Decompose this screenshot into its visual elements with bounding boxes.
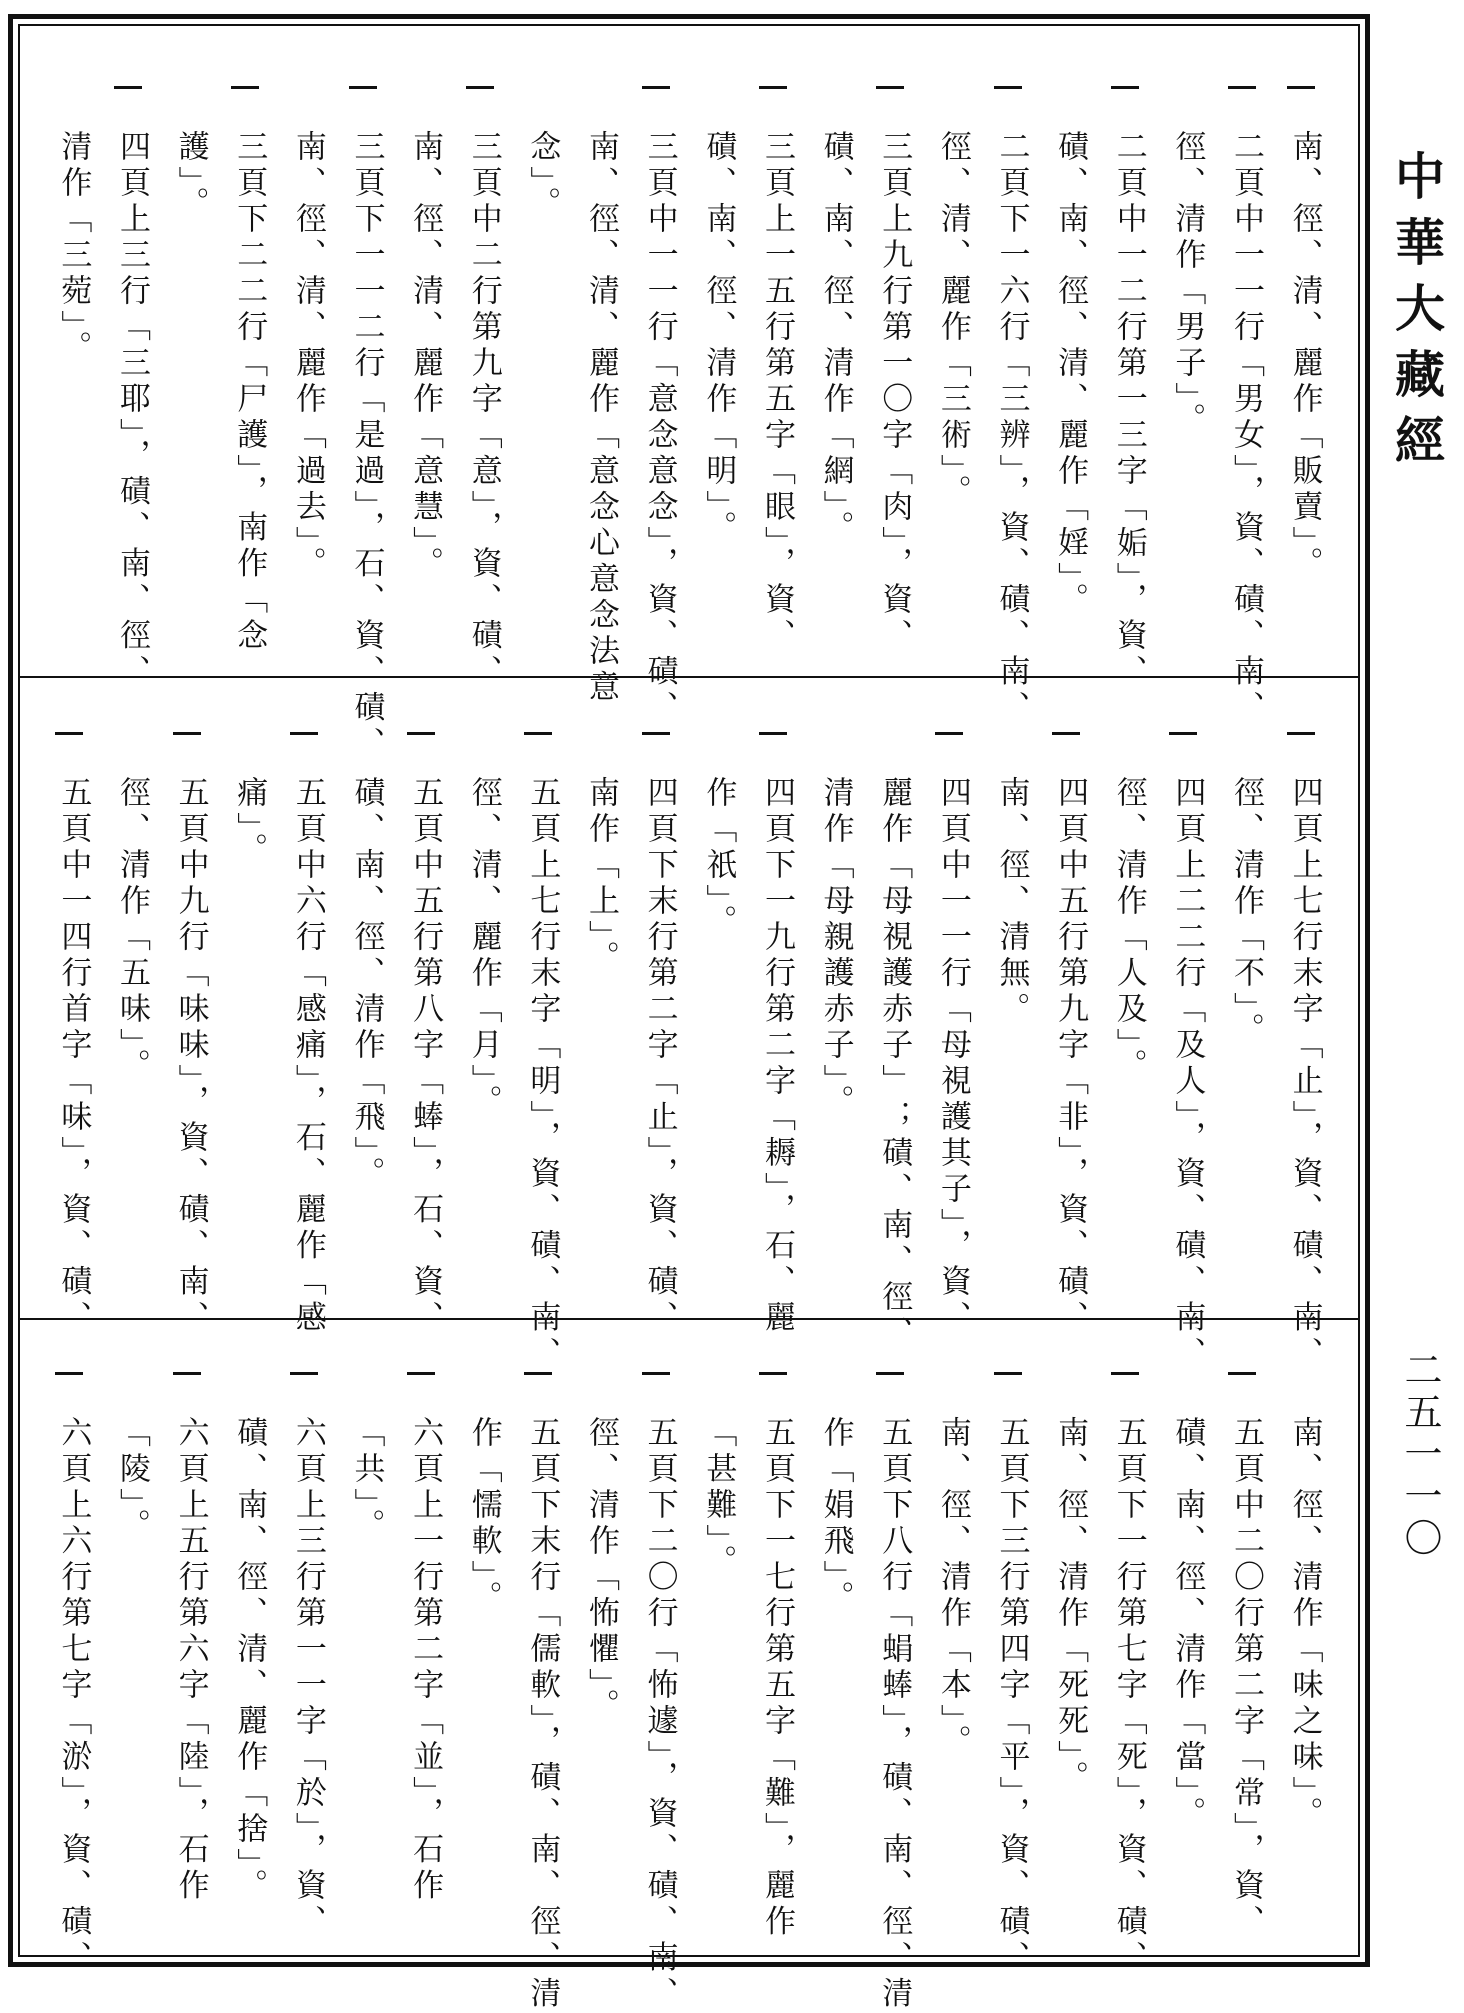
text-column	[403, 52, 447, 692]
column-text: 護」。	[172, 130, 209, 223]
sutra-title: 中華大藏經	[1387, 150, 1446, 480]
column-text: 痛」。	[231, 776, 268, 869]
text-column	[1107, 698, 1151, 1338]
column-text: 五頁下一七行第五字「難」，麗作	[758, 1416, 795, 1941]
text-column	[110, 698, 154, 1338]
entry-marker	[642, 86, 670, 89]
column-text: 五頁下八行「蜎蜯」，磧、南、徑、清	[876, 1416, 913, 2013]
column-text: 徑、清、麗作「月」。	[465, 776, 502, 1121]
entry-marker	[466, 86, 494, 89]
column-text: 二頁中一一行「男女」，資、磧、南、	[1228, 130, 1265, 727]
text-column	[462, 698, 506, 1338]
column-text: 四頁中五行第九字「非」，資、磧、	[1052, 776, 1089, 1337]
column-text: 四頁下一九行第二字「耨」，石、麗	[758, 776, 795, 1337]
entry-marker	[876, 86, 904, 89]
text-column	[755, 52, 799, 692]
text-column	[403, 698, 447, 1338]
entry-marker	[173, 732, 201, 735]
column-text: 六頁上五行第六字「陸」，石作	[172, 1416, 209, 1905]
text-column	[462, 1338, 506, 1978]
column-text: 作「娟飛」。	[817, 1416, 854, 1617]
text-column	[990, 1338, 1034, 1978]
column-text: 徑、清、麗作「三術」。	[934, 130, 971, 511]
column-text: 磧、南、徑、清作「飛」。	[348, 776, 385, 1193]
page-number: 二五一一〇	[1398, 1350, 1442, 1560]
text-column	[110, 1338, 154, 1978]
entry-marker	[935, 732, 963, 735]
entry-marker	[1228, 86, 1256, 89]
text-column	[51, 52, 95, 692]
column-text: 徑、清作「人及」。	[1110, 776, 1147, 1085]
text-band-2	[44, 698, 1334, 1373]
text-column	[814, 698, 858, 1338]
text-column	[814, 1338, 858, 1978]
column-text: 六頁上一行第二字「並」，石作	[407, 1416, 444, 1905]
column-text: 「甚難」。	[700, 1416, 737, 1581]
column-text: 三頁下一一二行「是過」，石、資、磧、	[348, 130, 385, 763]
column-text: 南、徑、清無。	[993, 776, 1030, 1028]
column-text: 作「祇」。	[700, 776, 737, 941]
column-text: 南、徑、清、麗作「過去」。	[289, 130, 326, 583]
column-text: 「陵」。	[113, 1416, 150, 1545]
column-text: 作「懦軟」。	[465, 1416, 502, 1617]
entry-marker	[524, 732, 552, 735]
entry-marker	[173, 1372, 201, 1375]
column-text: 六頁上六行第七字「淤」，資、磧、	[55, 1416, 92, 1977]
entry-marker	[642, 1372, 670, 1375]
column-text: 南、徑、清、麗作「販賣」。	[1286, 130, 1323, 583]
text-column	[638, 1338, 682, 2013]
column-text: 六頁上三行第一一字「於」，資、	[289, 1416, 326, 1941]
text-column	[1165, 698, 1209, 1373]
column-text: 二頁下一六行「三辨」，資、磧、南、	[993, 130, 1030, 727]
column-text: 磧、南、徑、清作「明」。	[700, 130, 737, 547]
entry-marker	[55, 732, 83, 735]
entry-marker	[759, 1372, 787, 1375]
text-column	[696, 698, 740, 1338]
text-column	[638, 52, 682, 727]
column-text: 磧、南、徑、清、麗作「婬」。	[1052, 130, 1089, 619]
text-column	[51, 1338, 95, 1978]
column-text: 四頁上七行末字「止」，資、磧、南、	[1286, 776, 1323, 1373]
text-column	[169, 1338, 213, 1978]
column-text: 念」。	[524, 130, 561, 223]
text-column	[990, 52, 1034, 727]
text-column	[51, 698, 95, 1338]
column-text: 三頁上九行第一〇字「肉」，資、	[876, 130, 913, 655]
column-text: 南、徑、清作「死死」。	[1052, 1416, 1089, 1797]
entry-marker	[290, 1372, 318, 1375]
entry-marker	[407, 1372, 435, 1375]
text-column	[520, 1338, 564, 2013]
text-column	[872, 698, 916, 1352]
column-text: 徑、清作「怖懼」。	[583, 1416, 620, 1725]
text-column	[696, 52, 740, 692]
text-column	[1165, 52, 1209, 692]
entry-marker	[1169, 732, 1197, 735]
entry-marker	[759, 86, 787, 89]
column-text: 五頁下一行第七字「死」，資、磧、	[1110, 1416, 1147, 1977]
text-column	[1283, 698, 1327, 1373]
column-text: 南、徑、清作「本」。	[934, 1416, 971, 1761]
column-text: 三頁中一一行「意念意念」，資、磧、	[641, 130, 678, 727]
entry-marker	[1052, 732, 1080, 735]
text-column	[110, 52, 154, 692]
column-text: 三頁下二二行「尸護」，南作「念	[231, 130, 268, 655]
text-column	[169, 52, 213, 692]
text-column	[520, 698, 564, 1373]
text-column	[872, 1338, 916, 2013]
text-column	[931, 52, 975, 692]
column-text: 五頁中一四行首字「味」，資、磧、	[55, 776, 92, 1337]
entry-marker	[1111, 86, 1139, 89]
text-column	[403, 1338, 447, 1978]
text-column	[345, 698, 389, 1338]
column-text: 四頁上三行「三耶」，磧、南、徑、	[113, 130, 150, 691]
column-text: 「共」。	[348, 1416, 385, 1545]
entry-marker	[524, 1372, 552, 1375]
entry-marker	[759, 732, 787, 735]
entry-marker	[231, 86, 259, 89]
column-text: 二頁中一二行第一三字「姤」，資、	[1110, 130, 1147, 691]
column-text: 南、徑、清、麗作「意慧」。	[407, 130, 444, 583]
text-column	[1107, 1338, 1151, 1978]
entry-marker	[114, 86, 142, 89]
text-column	[638, 698, 682, 1338]
text-column	[931, 698, 975, 1338]
column-text: 磧、南、徑、清、麗作「捨」。	[231, 1416, 268, 1905]
column-text: 磧、南、徑、清作「當」。	[1169, 1416, 1206, 1833]
text-column	[1048, 52, 1092, 692]
text-column	[1048, 698, 1092, 1338]
entry-marker	[994, 1372, 1022, 1375]
column-text: 徑、清作「不」。	[1228, 776, 1265, 1049]
column-text: 五頁中二〇行第二字「常」，資、	[1228, 1416, 1265, 1941]
text-column	[755, 698, 799, 1338]
column-text: 徑、清作「五味」。	[113, 776, 150, 1085]
column-text: 麗作「母視護赤子」；磧、南、徑、	[876, 776, 913, 1352]
text-column	[286, 698, 330, 1338]
entry-marker	[876, 1372, 904, 1375]
entry-marker	[407, 732, 435, 735]
column-text: 四頁中一一行「母視護其子」，資、	[934, 776, 971, 1337]
column-text: 南作「上」。	[583, 776, 620, 977]
column-text: 三頁上一五行第五字「眼」，資、	[758, 130, 795, 655]
entry-marker	[1287, 732, 1315, 735]
text-column	[814, 52, 858, 692]
text-column	[169, 698, 213, 1338]
text-column	[345, 1338, 389, 1978]
text-column	[1224, 1338, 1268, 1978]
column-text: 五頁上七行末字「明」，資、磧、南、	[524, 776, 561, 1373]
text-column	[990, 698, 1034, 1338]
column-text: 五頁下二〇行「怖遽」，資、磧、南、	[641, 1416, 678, 2013]
column-text: 三頁中二行第九字「意」，資、磧、	[465, 130, 502, 691]
text-band-3	[44, 1338, 1334, 2013]
entry-marker	[994, 86, 1022, 89]
column-text: 五頁下末行「儒軟」，磧、南、徑、清	[524, 1416, 561, 2013]
column-text: 五頁中六行「感痛」，石、麗作「感	[289, 776, 326, 1337]
text-column	[1283, 1338, 1327, 1978]
column-text: 清作「三菀」。	[55, 130, 92, 367]
column-text: 四頁下末行第二字「止」，資、磧、	[641, 776, 678, 1337]
entry-marker	[1228, 1372, 1256, 1375]
text-column	[1224, 698, 1268, 1338]
text-column	[227, 1338, 271, 1978]
column-text: 南、徑、清、麗作「意念心意念法意	[583, 130, 620, 706]
column-text: 磧、南、徑、清作「網」。	[817, 130, 854, 547]
text-column	[1165, 1338, 1209, 1978]
text-column	[579, 52, 623, 706]
text-column	[872, 52, 916, 692]
text-column	[286, 52, 330, 692]
text-column	[931, 1338, 975, 1978]
text-column	[579, 698, 623, 1338]
text-column	[227, 52, 271, 692]
text-column	[520, 52, 564, 692]
text-band-1	[44, 52, 1334, 763]
entry-marker	[1111, 1372, 1139, 1375]
column-text: 清作「母親護赤子」。	[817, 776, 854, 1121]
entry-marker	[349, 86, 377, 89]
text-column	[579, 1338, 623, 1978]
text-column	[1283, 52, 1327, 692]
text-column	[227, 698, 271, 1338]
column-text: 四頁上二二行「及人」，資、磧、南、	[1169, 776, 1206, 1373]
text-column	[1107, 52, 1151, 692]
entry-marker	[642, 732, 670, 735]
entry-marker	[1287, 86, 1315, 89]
text-column	[1224, 52, 1268, 727]
text-column	[755, 1338, 799, 1978]
text-column	[462, 52, 506, 692]
text-column	[1048, 1338, 1092, 1978]
column-text: 五頁中九行「味味」，資、磧、南、	[172, 776, 209, 1337]
column-text: 五頁中五行第八字「蜯」，石、資、	[407, 776, 444, 1337]
column-text: 五頁下三行第四字「平」，資、磧、	[993, 1416, 1030, 1977]
text-column	[696, 1338, 740, 1978]
entry-marker	[55, 1372, 83, 1375]
column-text: 南、徑、清作「味之味」。	[1286, 1416, 1323, 1833]
entry-marker	[290, 732, 318, 735]
column-text: 徑、清作「男子」。	[1169, 130, 1206, 439]
text-column	[345, 52, 389, 763]
text-column	[286, 1338, 330, 1978]
